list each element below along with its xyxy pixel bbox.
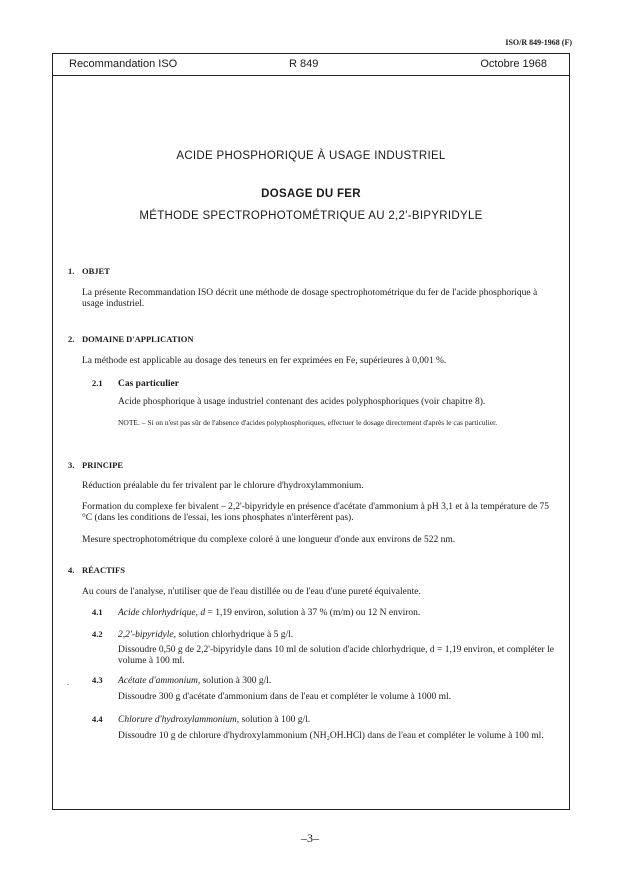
reagent-4-2-name: 2,2'-bipyridyle, (118, 630, 176, 640)
reagent-4-2-desc: solution chlorhydrique à 5 g/l. (175, 630, 294, 640)
reagent-4-1 (92, 607, 420, 619)
reagent-4-1-desc: = 1,19 environ, solution à 37 % (m/m) ou 12 N environ. (205, 608, 421, 618)
reagent-4-2-number: 4.2 (92, 629, 103, 639)
section-2-note: NOTE. – Si on n'est pas sûr de l'absence d'acides polyphosphoriques, effectuer le dosage directement d'après le cas particulier. (118, 418, 498, 427)
section-4-number: 4. (68, 565, 75, 575)
reagent-4-4 (92, 714, 310, 726)
reagent-4-1-name: Acide chlorhydrique, d (118, 608, 206, 618)
margin-dot: . (67, 678, 69, 687)
header-date: Octobre 1968 (480, 58, 547, 70)
subsection-2-1-heading (92, 378, 179, 390)
page-number: –3– (301, 831, 319, 845)
section-3-paragraph-3: Mesure spectrophotométrique du complexe coloré à une longueur d'onde aux environs de 522 nm. (82, 535, 456, 545)
section-4-intro: Au cours de l'analyse, n'utiliser que de l'eau distillée ou de l'eau d'une pureté équivalente. (82, 587, 421, 597)
section-2-heading (68, 334, 194, 344)
subsection-2-1-number: 2.1 (92, 378, 103, 388)
sub-title: DOSAGE DU FER (261, 188, 361, 200)
section-2-body: La méthode est applicable au dosage des teneurs en fer exprimées en Fe, supérieures à 0,001 %. (82, 356, 447, 366)
reagent-4-4-desc: solution à 100 g/l. (239, 715, 311, 725)
reagent-4-4-name: Chlorure d'hydroxylammonium, (118, 715, 240, 725)
section-2-title: DOMAINE D'APPLICATION (82, 334, 194, 344)
reagent-4-4-number: 4.4 (92, 714, 103, 724)
header-bar (52, 53, 570, 75)
reagent-4-3 (92, 675, 271, 687)
section-4-heading (68, 565, 125, 575)
section-3-heading (68, 460, 123, 470)
reagent-4-2 (92, 629, 293, 641)
subsection-2-1-body: Acide phosphorique à usage industriel contenant des acides polyphosphoriques (voir chapitre 8). (118, 397, 486, 407)
section-3-paragraph-2: Formation du complexe fer bivalent – 2,2'-bipyridyle en présence d'acétate d'ammonium à pH 3,1 et à la température de 75 °C (dans les conditions de l'essai, les ions phosphates n'interfèrent pas). (82, 502, 550, 523)
reagent-4-4-body: Dissoudre 10 g de chlorure d'hydroxylammonium (NH₂OH.HCl) dans de l'eau et compléter le volume à 100 ml. (118, 731, 544, 741)
header-number: R 849 (289, 58, 319, 70)
reagent-4-3-number: 4.3 (92, 675, 103, 685)
section-1-title: OBJET (82, 266, 110, 276)
section-3-title: PRINCIPE (82, 460, 124, 470)
reagent-4-2-body: Dissoudre 0,50 g de 2,2'-bipyridyle dans 10 ml de solution d'acide chlorhydrique, d = 1,19 environ, et compléter le volume à 100 ml. (118, 645, 554, 666)
section-3-paragraph-1: Réduction préalable du fer trivalent par le chlorure d'hydroxylammonium. (82, 481, 364, 491)
section-3-number: 3. (68, 460, 75, 470)
section-2-number: 2. (68, 334, 75, 344)
section-4-title: RÉACTIFS (82, 565, 125, 575)
main-title: ACIDE PHOSPHORIQUE À USAGE INDUSTRIEL (176, 150, 446, 162)
section-1-number: 1. (68, 266, 75, 276)
subsection-2-1-title: Cas particulier (118, 379, 179, 389)
reagent-4-3-body: Dissoudre 300 g d'acétate d'ammonium dans de l'eau et compléter le volume à 1000 ml. (118, 692, 452, 702)
reagent-4-1-number: 4.1 (92, 607, 103, 617)
reagent-4-3-desc: solution à 300 g/l. (200, 676, 272, 686)
section-1-body: La présente Recommandation ISO décrit une méthode de dosage spectrophotométrique du fer de l'acide phosphorique à usage industriel. (82, 288, 538, 309)
section-1-heading (68, 266, 110, 276)
method-title: MÉTHODE SPECTROPHOTOMÉTRIQUE AU 2,2'-BIPYRIDYLE (139, 210, 483, 222)
reagent-4-3-name: Acétate d'ammonium, (118, 676, 201, 686)
document-reference: ISO/R 849-1968 (F) (505, 38, 572, 47)
header-recommendation: Recommandation ISO (69, 58, 178, 70)
